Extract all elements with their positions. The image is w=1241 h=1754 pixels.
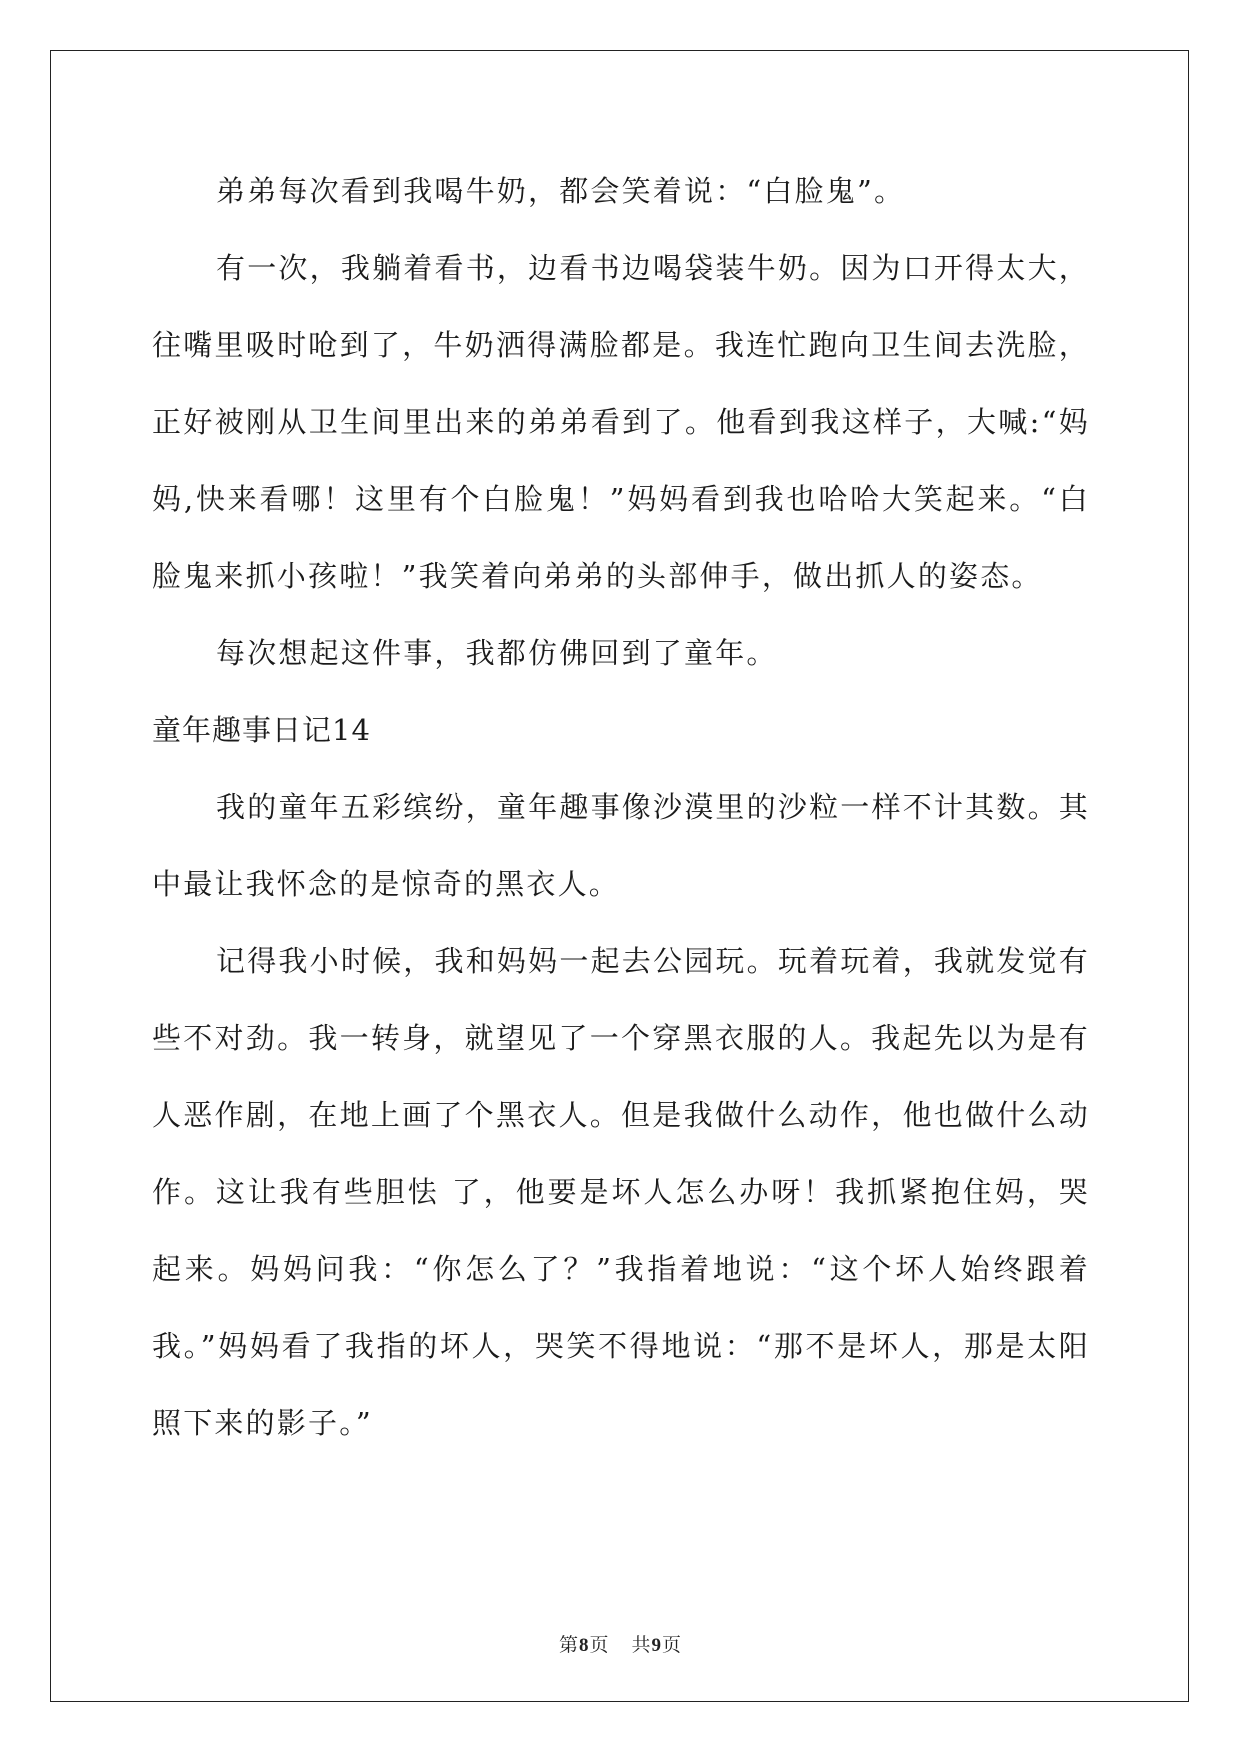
total-unit: 页 [662,1634,683,1656]
paragraph-5: 记得我小时候，我和妈妈一起去公园玩。玩着玩着，我就发觉有些不对劲。我一转身，就望见了一个穿黑衣服的人。我起先以为是有人恶作剧，在地上画了个黑衣人。但是我做什么动作，他也做什么动作。这让我有些胆怯 了，他要是坏人怎么办呀！我抓紧抱住妈，哭起来。妈妈问我：“你怎么了？”我指着地说：“这个坏人始终跟着我。”妈妈看了我指的坏人，哭笑不得地说：“那不是坏人，那是太阳照下来的影子。” [152,944,1090,1440]
paragraph-3: 每次想起这件事，我都仿佛回到了童年。 [216,636,778,670]
paragraph-1: 弟弟每次看到我喝牛奶，都会笑着说：“白脸鬼”。 [216,174,906,208]
total-prefix: 共 [631,1634,652,1656]
current-page-number: 8 [578,1635,590,1656]
total-pages-number: 9 [651,1635,663,1656]
page-prefix: 第 [558,1634,579,1656]
page-footer [0,1630,1241,1657]
paragraph-2: 有一次，我躺着看书，边看书边喝袋装牛奶。因为口开得太大，往嘴里吸时呛到了，牛奶洒得满脸都是。我连忙跑向卫生间去洗脸，正好被刚从卫生间里出来的弟弟看到了。他看到我这样子，大喊:“妈妈,快来看哪！这里有个白脸鬼！”妈妈看到我也哈哈大笑起来。“白脸鬼来抓小孩啦！”我笑着向弟弟的头部伸手，做出抓人的姿态。 [152,251,1090,593]
document-body [152,153,1090,1462]
page-unit: 页 [589,1634,610,1656]
paragraph-4: 我的童年五彩缤纷，童年趣事像沙漠里的沙粒一样不计其数。其中最让我怀念的是惊奇的黑衣人。 [152,790,1090,901]
section-heading: 童年趣事日记14 [152,713,371,747]
